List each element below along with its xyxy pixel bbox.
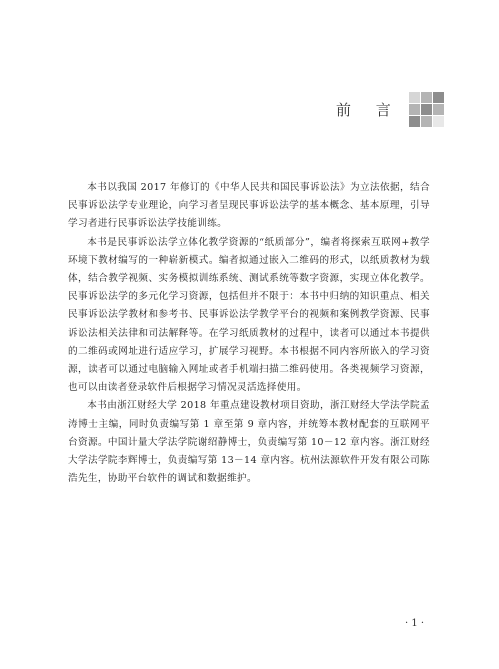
- paragraph-3: 本书由浙江财经大学 2018 年重点建设教材项目资助，浙江财经大学法学院孟涛博士主编，同时负责编写第 1 章至第 9 章内容，并统筹本教材配套的互联网平台资源。中国计量大学法学院谢绍静博士，负责编写第 10－12 章内容。浙江财经大学法学院李辉博士，负责编写第 13－14 章内容。杭州法源软件开发有限公司陈浩先生，协助平台软件的调试和数据维护。: [68, 400, 430, 485]
- page-title: 前 言: [336, 101, 401, 119]
- preface-body: [68, 179, 430, 488]
- page-number: · 1 ·: [405, 618, 425, 629]
- paragraph-1: 本书以我国 2017 年修订的《中华人民共和国民事诉讼法》为立法依据，结合民事诉讼法学专业理论，向学习者呈现民事诉讼法学的基本概念、基本原理，引导学习者进行民事诉讼法学技能训练。: [68, 182, 430, 230]
- chapter-header: [336, 92, 444, 127]
- decorative-squares-icon: [409, 92, 444, 127]
- paragraph-2: 本书是民事诉讼法学立体化教学资源的“纸质部分”，编者将探索互联网+教学环境下教材编写的一种崭新模式。编者拟通过嵌入二维码的形式，以纸质教材为载体，结合教学视频、实务模拟训练系统、测试系统等数字资源，实现立体化教学。民事诉讼法学的多元化学习资源，包括但并不限于：本书中归纳的知识重点、相关民事诉讼法学教材和参考书、民事诉讼法学教学平台的视频和案例教学资源、民事诉讼法相关法律和司法解释等。在学习纸质教材的过程中，读者可以通过本书提供的二维码或网址进行适应学习，扩展学习视野。本书根据不同内容所嵌入的学习资源，读者可以通过电脑输入网址或者手机端扫描二维码使用。各类视频学习资源，也可以由读者登录软件后根据学习情况灵活选择使用。: [68, 236, 430, 394]
